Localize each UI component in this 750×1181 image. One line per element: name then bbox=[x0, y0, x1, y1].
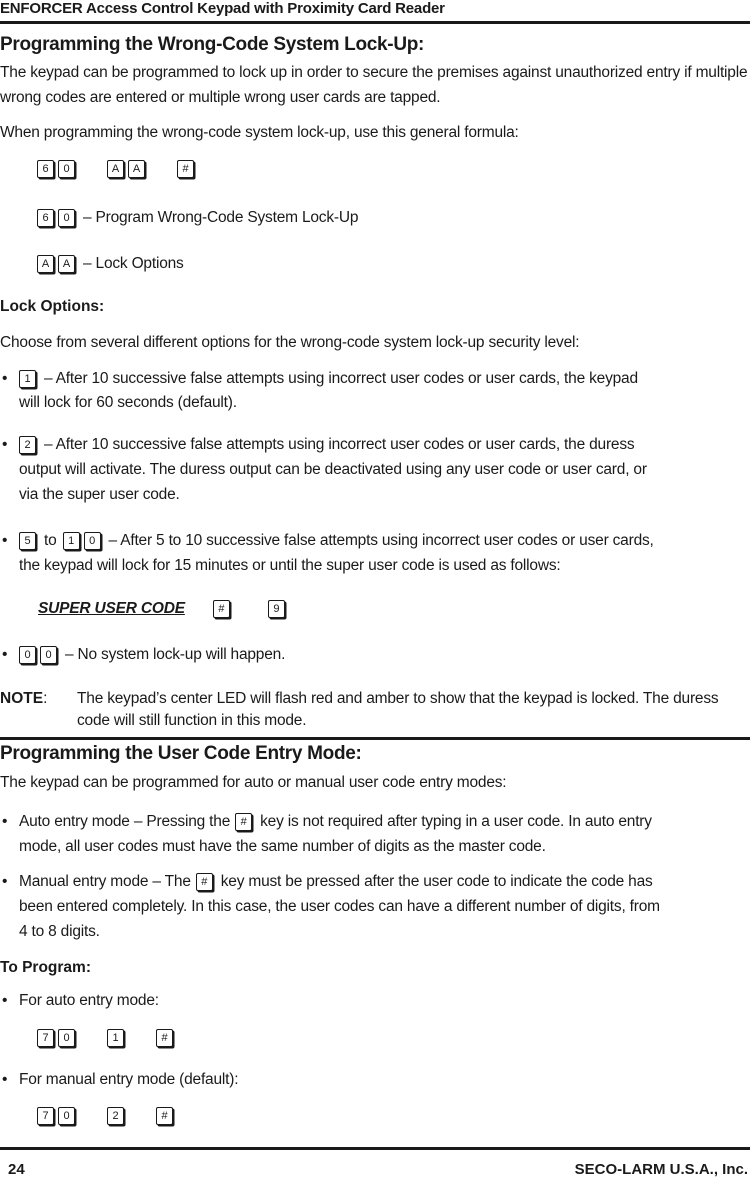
key-0: 0 bbox=[40, 646, 57, 664]
option-3-line1 bbox=[19, 530, 654, 552]
lock-options-intro: Choose from several different options for the wrong-code system lock-up security level: bbox=[0, 334, 580, 351]
formula-group-program bbox=[37, 160, 79, 178]
entry-mode-intro: The keypad can be programmed for auto or manual user code entry modes: bbox=[0, 774, 507, 791]
bullet: • bbox=[2, 436, 8, 453]
note-text: The keypad’s center LED will flash red and amber to show that the keypad is locked. The duress code will still function in this mode. bbox=[77, 690, 719, 729]
key-0: 0 bbox=[58, 209, 75, 227]
auto-mode-line1 bbox=[19, 811, 652, 833]
to-word: to bbox=[44, 532, 57, 549]
key-6: 6 bbox=[37, 160, 54, 178]
option-1-text: – After 10 successive false attempts using incorrect user codes or user cards, the keypad bbox=[44, 370, 638, 387]
footer-rule bbox=[0, 1147, 750, 1150]
key-hash: # bbox=[235, 813, 252, 831]
super-user-label: SUPER USER CODE bbox=[38, 600, 185, 617]
section-title-entry-mode: Programming the User Code Entry Mode: bbox=[0, 743, 362, 764]
page-number: 24 bbox=[8, 1161, 25, 1178]
bullet: • bbox=[2, 873, 8, 890]
formula-group-enter bbox=[177, 160, 198, 178]
legend-options bbox=[37, 253, 184, 275]
key-0: 0 bbox=[58, 160, 75, 178]
section-title-lockup: Programming the Wrong-Code System Lock-Up: bbox=[0, 34, 425, 55]
key-1: 1 bbox=[63, 532, 80, 550]
legend-options-text: – Lock Options bbox=[83, 255, 184, 272]
auto-mode-pre: Auto entry mode – Pressing the bbox=[19, 813, 231, 830]
manual-mode-pre: Manual entry mode – The bbox=[19, 873, 191, 890]
legend-program bbox=[37, 207, 358, 229]
option-3-text: – After 5 to 10 successive false attempts using incorrect user codes or user cards, bbox=[108, 532, 654, 549]
key-hash: # bbox=[177, 160, 194, 178]
document-header: ENFORCER Access Control Keypad with Proximity Card Reader bbox=[0, 0, 445, 17]
section-rule bbox=[0, 737, 750, 740]
bullet: • bbox=[2, 1071, 8, 1088]
manual-mode-line2: been entered completely. In this case, the user codes can have a different number of digits, from bbox=[19, 898, 660, 915]
key-5: 5 bbox=[19, 532, 36, 550]
auto-group-mode bbox=[107, 1029, 128, 1047]
key-hash: # bbox=[213, 600, 230, 618]
key-0: 0 bbox=[58, 1029, 75, 1047]
key-hash: # bbox=[156, 1029, 173, 1047]
key-a: A bbox=[128, 160, 145, 178]
key-hash: # bbox=[156, 1107, 173, 1125]
key-1: 1 bbox=[19, 370, 36, 388]
manual-group-program bbox=[37, 1107, 79, 1125]
bullet: • bbox=[2, 370, 8, 387]
manual-mode-line3: 4 to 8 digits. bbox=[19, 923, 100, 940]
key-1: 1 bbox=[107, 1029, 124, 1047]
key-hash: # bbox=[196, 873, 213, 891]
manual-mode-line1 bbox=[19, 871, 653, 893]
auto-group-enter bbox=[156, 1029, 177, 1047]
lock-options-heading: Lock Options: bbox=[0, 298, 105, 315]
key-9: 9 bbox=[268, 600, 285, 618]
key-a: A bbox=[107, 160, 124, 178]
key-6: 6 bbox=[37, 209, 54, 227]
option-3-line2: the keypad will lock for 15 minutes or until the super user code is used as follows: bbox=[19, 557, 561, 574]
for-auto-label: For auto entry mode: bbox=[19, 992, 159, 1009]
formula-intro: When programming the wrong-code system lock-up, use this general formula: bbox=[0, 124, 519, 141]
super-key-group bbox=[213, 600, 234, 618]
key-2: 2 bbox=[107, 1107, 124, 1125]
formula-keys bbox=[37, 160, 198, 178]
option-1-line2: will lock for 60 seconds (default). bbox=[19, 394, 237, 411]
note-label-text: NOTE bbox=[0, 690, 44, 707]
key-a: A bbox=[37, 255, 54, 273]
to-program-heading: To Program: bbox=[0, 959, 91, 976]
note-colon: : bbox=[43, 690, 48, 707]
auto-mode-post: key is not required after typing in a user code. In auto entry bbox=[260, 813, 652, 830]
manual-group-mode bbox=[107, 1107, 128, 1125]
for-manual-label: For manual entry mode (default): bbox=[19, 1071, 239, 1088]
auto-mode-line2: mode, all user codes must have the same number of digits as the master code. bbox=[19, 838, 546, 855]
key-7: 7 bbox=[37, 1107, 54, 1125]
company-name: SECO-LARM U.S.A., Inc. bbox=[574, 1161, 748, 1178]
manual-group-enter bbox=[156, 1107, 177, 1125]
key-a: A bbox=[58, 255, 75, 273]
bullet: • bbox=[2, 532, 8, 549]
auto-program-keys bbox=[37, 1029, 177, 1047]
bullet: • bbox=[2, 646, 8, 663]
bullet: • bbox=[2, 992, 8, 1009]
note-label bbox=[0, 688, 47, 710]
key-0: 0 bbox=[84, 532, 101, 550]
manual-mode-post: key must be pressed after the user code to indicate the code has bbox=[220, 873, 653, 890]
option-2-line2: output will activate. The duress output can be deactivated using any user code or user card, or bbox=[19, 461, 647, 478]
manual-program-keys bbox=[37, 1107, 177, 1125]
option-1-line1 bbox=[19, 368, 638, 390]
super-user-line bbox=[38, 598, 289, 620]
lockup-intro: The keypad can be programmed to lock up in order to secure the premises against unauthorized entry if multiple wrong codes are entered or multiple wrong user cards are tapped. bbox=[0, 64, 748, 106]
auto-group-program bbox=[37, 1029, 79, 1047]
header-rule bbox=[0, 21, 750, 24]
formula-group-options bbox=[107, 160, 149, 178]
option-4-line1 bbox=[19, 644, 285, 666]
key-0: 0 bbox=[19, 646, 36, 664]
option-2-text: – After 10 successive false attempts using incorrect user codes or user cards, the duress bbox=[44, 436, 635, 453]
bullet: • bbox=[2, 813, 8, 830]
key-7: 7 bbox=[37, 1029, 54, 1047]
key-0: 0 bbox=[58, 1107, 75, 1125]
legend-program-text: – Program Wrong-Code System Lock-Up bbox=[83, 209, 359, 226]
key-2: 2 bbox=[19, 436, 36, 454]
option-2-line1 bbox=[19, 434, 634, 456]
option-4-text: – No system lock-up will happen. bbox=[65, 646, 286, 663]
option-2-line3: via the super user code. bbox=[19, 486, 180, 503]
